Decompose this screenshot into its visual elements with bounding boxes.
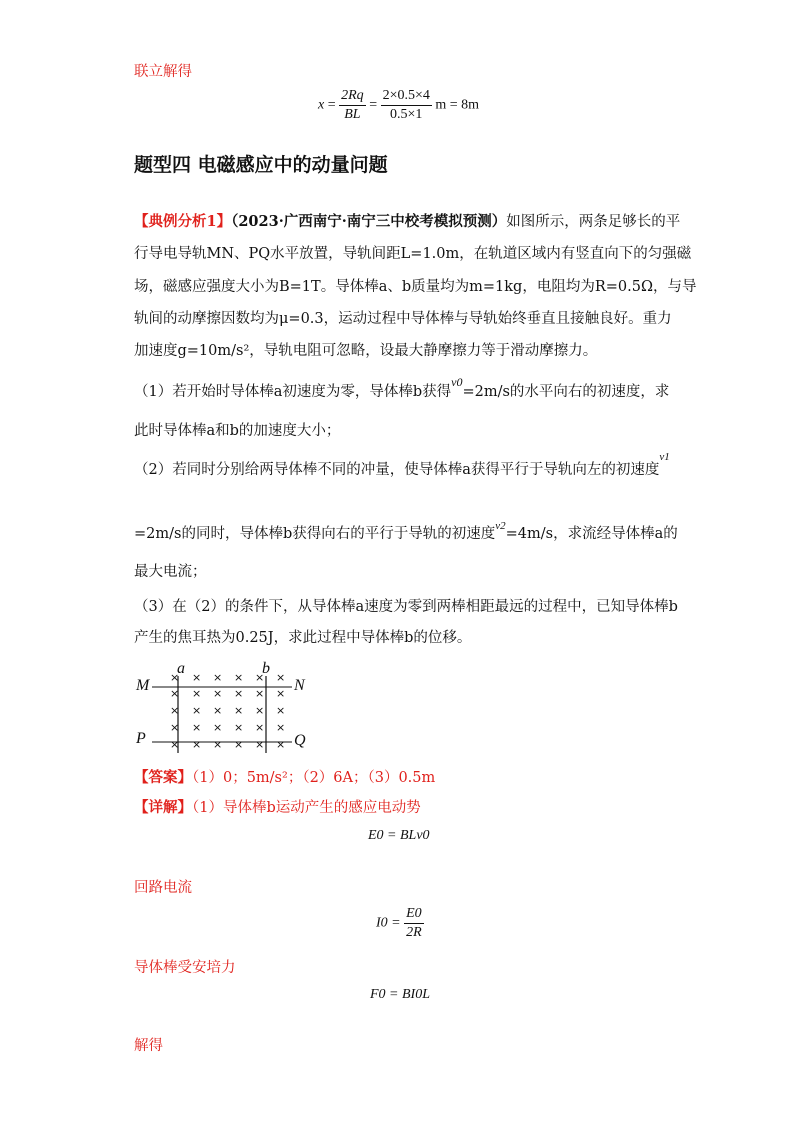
- field-cross: ×: [192, 671, 202, 684]
- v0-symbol: v0: [451, 375, 463, 389]
- solve-label: 解得: [134, 1038, 163, 1054]
- label-a: a: [177, 660, 185, 677]
- section-heading: 题型四 电磁感应中的动量问题: [134, 154, 388, 176]
- current-label: 回路电流: [134, 880, 192, 896]
- equation-force: F0 = BI0L: [370, 987, 430, 1002]
- equation-x: x = $\frac{2Rq}{BL}$ = $\frac{2\times 0.5\times 4}{0.5\times 1}$ m = 8m: [318, 88, 480, 122]
- question-3: （3）在（2）的条件下，从导体棒a速度为零到两棒相距最远的过程中，已知导体棒b: [134, 599, 678, 615]
- rails-figure: [134, 660, 324, 756]
- example-line1: 【典例分析1】（2023·广西南宁·南宁三中校考模拟预测）如图所示，两条足够长的平: [134, 213, 681, 230]
- solution-tag: 【详解】: [134, 799, 192, 816]
- force-label: 导体棒受安培力: [134, 960, 236, 976]
- field-cross: ×: [276, 721, 286, 734]
- field-cross: ×: [213, 687, 223, 700]
- field-cross: ×: [234, 687, 244, 700]
- field-cross: ×: [170, 671, 180, 684]
- field-cross: ×: [192, 704, 202, 717]
- question-2: （2）若同时分别给两导体棒不同的冲量，使导体棒a获得平行于导轨向左的初速度$^{v1}$: [134, 451, 670, 478]
- field-cross: ×: [234, 738, 244, 751]
- field-cross: ×: [213, 671, 223, 684]
- question-2-cont: =2m/s的同时，导体棒b获得向右的平行于导轨的初速度$^{v2}$=4m/s，求流经导体棒a的: [134, 520, 678, 542]
- example-line5: 加速度g=10m/s²，导轨电阻可忽略，设最大静摩擦力等于滑动摩擦力。: [134, 343, 598, 359]
- question-1: （1）若开始时导体棒a初速度为零，导体棒b获得$^{v0}$=2m/s的水平向右的初速度，求: [134, 375, 670, 400]
- label-P: P: [136, 730, 146, 747]
- field-cross: ×: [255, 671, 265, 684]
- answer-tag: 【答案】: [134, 769, 192, 786]
- label-Q: Q: [294, 732, 306, 749]
- field-cross: ×: [234, 721, 244, 734]
- example-tag: 【典例分析1】: [134, 213, 232, 230]
- field-cross: ×: [192, 738, 202, 751]
- field-cross: ×: [170, 687, 180, 700]
- field-cross: ×: [276, 687, 286, 700]
- field-cross: ×: [234, 671, 244, 684]
- equation-current: I0 = $\frac{E0}{2R}$: [376, 906, 422, 940]
- field-cross: ×: [213, 704, 223, 717]
- solution-text: （1）导体棒b运动产生的感应电动势: [192, 800, 421, 816]
- field-cross: ×: [192, 721, 202, 734]
- label-b: b: [262, 660, 270, 677]
- field-cross: ×: [192, 687, 202, 700]
- question-3-cont: 产生的焦耳热为0.25J，求此过程中导体棒b的位移。: [134, 630, 472, 646]
- label-M: M: [136, 677, 150, 694]
- eq-x-lhs: x: [318, 97, 325, 113]
- example-line4: 轨间的动摩擦因数均为μ=0.3，运动过程中导体棒与导轨始终垂直且接触良好。重力: [134, 311, 672, 327]
- field-cross: ×: [213, 721, 223, 734]
- field-cross: ×: [276, 704, 286, 717]
- v1-symbol: v1: [659, 451, 670, 463]
- field-cross: ×: [213, 738, 223, 751]
- field-cross: ×: [255, 721, 265, 734]
- field-cross: ×: [276, 738, 286, 751]
- field-cross: ×: [170, 738, 180, 751]
- field-cross: ×: [170, 721, 180, 734]
- field-cross: ×: [170, 704, 180, 717]
- example-line2: 行导电导轨MN、PQ水平放置，导轨间距L=1.0m，在轨道区域内有竖直向下的匀强磁: [134, 246, 692, 262]
- question-1-cont: 此时导体棒a和b的加速度大小；: [134, 423, 341, 439]
- eq-x-frac2: $\frac{2\times 0.5\times 4}{0.5\times 1}$: [382, 88, 430, 122]
- field-cross: ×: [234, 704, 244, 717]
- field-cross: ×: [276, 671, 286, 684]
- v2-symbol: v2: [495, 520, 506, 532]
- example-source: （2023·广西南宁·南宁三中校考模拟预测）: [231, 213, 507, 230]
- field-cross: ×: [255, 704, 265, 717]
- solution-line: [134, 798, 421, 818]
- field-cross: ×: [255, 687, 265, 700]
- example-line3: 场，磁感应强度大小为B=1T。导体棒a、b质量均为m=1kg，电阻均为R=0.5Ω，与导: [134, 279, 697, 295]
- answer-line: [134, 768, 435, 788]
- label-N: N: [294, 677, 305, 694]
- equation-emf: E0 = BLv0: [368, 828, 430, 843]
- intro-label: 联立解得: [134, 64, 192, 80]
- question-2-end: 最大电流；: [134, 564, 207, 580]
- eq-x-frac1: $\frac{2Rq}{BL}$: [341, 88, 364, 122]
- answer-text: （1）0；5m/s²；（2）6A；（3）0.5m: [192, 770, 436, 786]
- field-cross: ×: [255, 738, 265, 751]
